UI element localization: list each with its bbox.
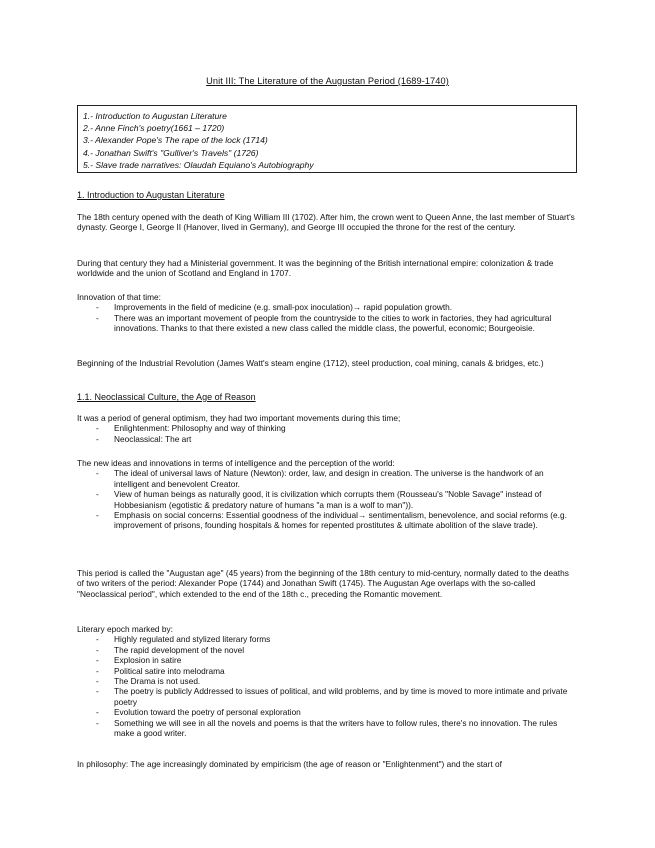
toc-item: 1.- Introduction to Augustan Literature <box>83 111 227 121</box>
list-item: - View of human beings as naturally good, it is civilization which corrupts them (Rousseau's "Noble Savage" instead of Hobbesianism (egotistic & predatory nature of humans "a man is a wolf to man")). <box>77 489 577 510</box>
list-item: - Improvements in the field of medicine (e.g. small-pox inoculation)→ rapid population growth. <box>77 302 577 312</box>
ideas-list <box>77 468 577 530</box>
list-item: - Evolution toward the poetry of personal exploration <box>77 707 577 717</box>
paragraph-monarchs: The 18th century opened with the death of King William III (1702). After him, the crown went to Queen Anne, the last member of Stuart's dynasty. George I, George II (Hanover, lived in Germany), and George III occupied the throne for the rest of the century. <box>77 212 575 233</box>
table-of-contents-box <box>77 105 577 173</box>
paragraph-government: During that century they had a Ministerial government. It was the beginning of the British international empire: colonization & trade worldwide and the union of Scotland and England in 1707. <box>77 258 554 279</box>
list-item: - The rapid development of the novel <box>77 645 577 655</box>
innovation-list <box>77 302 577 333</box>
epoch-section <box>77 624 577 738</box>
list-item: - Explosion in satire <box>77 655 577 665</box>
list-item: - Neoclassical: The art <box>77 434 577 444</box>
list-item: - The ideal of universal laws of Nature (Newton): order, law, and design in creation. The universe is the handwork of an intelligent and benevolent Creator. <box>77 468 577 489</box>
movements-intro: It was a period of general optimism, they had two important movements during this time; <box>77 413 401 423</box>
section-heading-introduction: 1. Introduction to Augustan Literature <box>77 190 225 200</box>
movements-list <box>77 423 577 444</box>
list-item: - Emphasis on social concerns: Essential goodness of the individual→ sentimentalism, benevolence, and social reforms (e.g. improvement of prisons, founding hospitals & homes for repented prostitutes & ultimate abolition of the slave trade). <box>77 510 577 531</box>
list-item: - The Drama is not used. <box>77 676 577 686</box>
ideas-intro: The new ideas and innovations in terms of intelligence and the perception of the world: <box>77 458 395 468</box>
toc-item: 5.- Slave trade narratives: Olaudah Equiano's Autobiography <box>83 159 314 170</box>
toc-item: 2.- Anne Finch's poetry(1661 – 1720) <box>83 123 225 134</box>
list-item: - Highly regulated and stylized literary forms <box>77 634 577 644</box>
list-item: - Political satire into melodrama <box>77 666 577 676</box>
innovation-section <box>77 292 577 334</box>
paragraph-philosophy: In philosophy: The age increasingly dominated by empiricism (the age of reason or "Enlightenment") and the start of <box>77 759 502 769</box>
section-heading-neoclassical: 1.1. Neoclassical Culture, the Age of Reason <box>77 392 256 402</box>
paragraph-augustan-age: This period is called the "Augustan age" (45 years) from the beginning of the 18th century to mid-century, normally dated to the deaths of two writers of the period: Alexander Pope (1744) and Jonathan Swift (1745). The Augustan Age overlaps with the so-called "Neoclassical period", which extended to the end of the 18th c., preceding the Romantic movement. <box>77 568 569 599</box>
list-item: - Enlightenment: Philosophy and way of thinking <box>77 423 577 433</box>
movements-section <box>77 413 577 444</box>
epoch-intro: Literary epoch marked by: <box>77 624 173 634</box>
page-title: Unit III: The Literature of the Augustan Period (1689-1740) <box>206 76 449 86</box>
epoch-list <box>77 634 577 738</box>
list-item: - There was an important movement of people from the countryside to the cities to work in factories, they had agricultural innovations. Thanks to that there existed a new class called the middle class, the powerful, economic; Bourgeoisie. <box>77 313 577 334</box>
toc-item: 4.- Jonathan Swift's "Gulliver's Travels" (1726) <box>83 147 259 158</box>
list-item: - Something we will see in all the novels and poems is that the writers have to follow rules, there's no innovation. The rules make a good writer. <box>77 718 577 739</box>
innovation-intro: Innovation of that time: <box>77 292 161 302</box>
paragraph-industrial-revolution: Beginning of the Industrial Revolution (James Watt's steam engine (1712), steel production, coal mining, canals & bridges, etc.) <box>77 358 544 368</box>
ideas-section <box>77 458 577 531</box>
toc-item: 3.- Alexander Pope's The rape of the lock (1714) <box>83 135 268 146</box>
list-item: - The poetry is publicly Addressed to issues of political, and wild problems, and by time is moved to more intimate and private poetry <box>77 686 577 707</box>
